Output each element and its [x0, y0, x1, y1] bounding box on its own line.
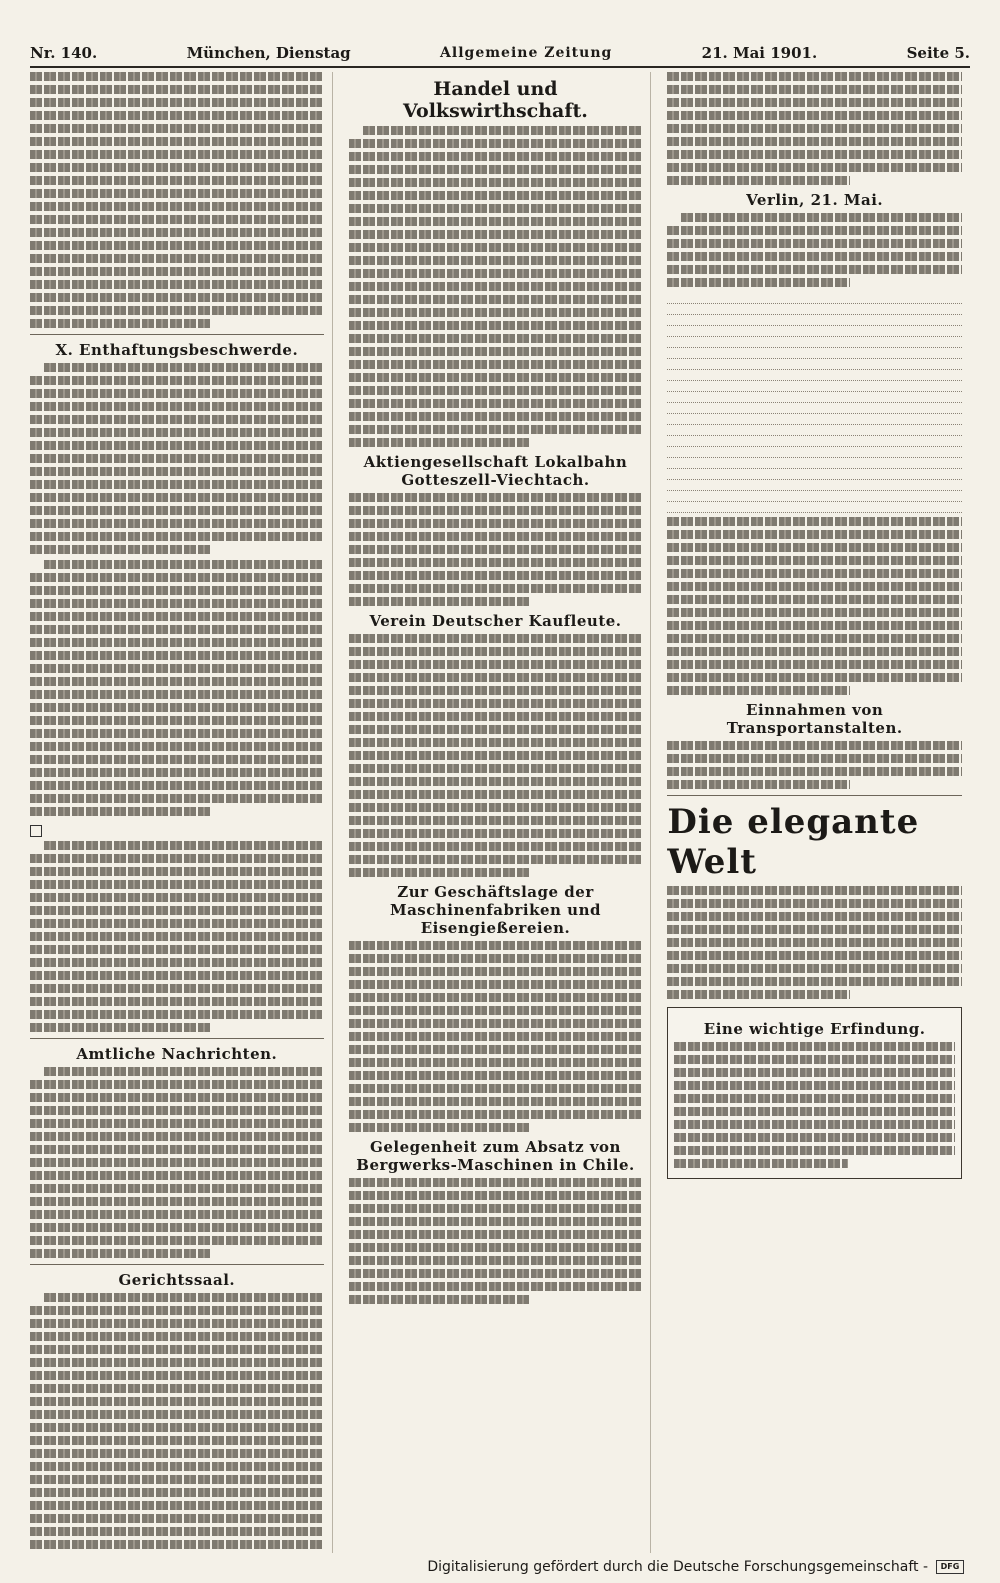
- article-block-14: [667, 517, 962, 695]
- page-header: [30, 40, 970, 68]
- article-block-15: [667, 741, 962, 789]
- newspaper-title: Allgemeine Zeitung: [440, 45, 613, 61]
- footer-text: Digitalisierung gefördert durch die Deutsche Forschungsgemeinschaft -: [427, 1559, 928, 1575]
- page-footer: [427, 1559, 964, 1575]
- square-bullet-icon: [30, 825, 42, 837]
- subsection-heading: Verein Deutscher Kaufleute.: [369, 612, 622, 630]
- market-heading: Verlin, 21. Mai.: [746, 191, 884, 209]
- subsection-heading: Gelegenheit zum Absatz von Bergwerks-Maschinen in Chile.: [356, 1138, 635, 1174]
- article-block-11: [349, 1178, 643, 1304]
- article-block-3: [30, 560, 324, 816]
- issue-number: Nr. 140.: [30, 44, 98, 62]
- issue-date: 21. Mai 1901.: [701, 44, 818, 62]
- place-day: München, Dienstag: [186, 44, 351, 62]
- section-heading: Einnahmen von Transportanstalten.: [726, 701, 903, 737]
- three-column-layout: [30, 72, 970, 1553]
- article-block-8: [349, 493, 643, 606]
- main-section-heading: Handel und Volkswirthschaft.: [403, 78, 588, 122]
- article-block-12: [667, 72, 962, 185]
- page-number: Seite 5.: [906, 44, 970, 62]
- article-block-5: [30, 1067, 324, 1258]
- dfg-logo: DFG: [936, 1560, 964, 1574]
- article-block-13: [667, 213, 962, 287]
- ad-body: [667, 886, 962, 999]
- section-heading: Gerichtssaal.: [118, 1271, 236, 1289]
- invention-box: [667, 1007, 962, 1179]
- subsection-heading: Zur Geschäftslage der Maschinenfabriken und Eisengießereien.: [389, 883, 601, 937]
- market-table: [667, 293, 962, 513]
- article-block-6: [30, 1293, 324, 1553]
- article-block-1: [30, 72, 324, 328]
- column-3: [667, 72, 970, 1553]
- column-2: [349, 72, 652, 1553]
- article-block-9: [349, 634, 643, 877]
- section-heading: X. Enthaftungsbeschwerde.: [55, 341, 299, 359]
- section-heading: Amtliche Nachrichten.: [76, 1045, 278, 1063]
- article-block-4: [30, 822, 324, 1032]
- article-block-7: [349, 126, 643, 447]
- article-block-2: [30, 363, 324, 554]
- article-block-10: [349, 941, 643, 1132]
- subsection-heading: Aktiengesellschaft Lokalbahn Gotteszell-Viechtach.: [363, 453, 628, 489]
- ad-title: Die elegante Welt: [667, 802, 920, 882]
- column-1: [30, 72, 333, 1553]
- section-heading: Eine wichtige Erfindung.: [703, 1020, 926, 1038]
